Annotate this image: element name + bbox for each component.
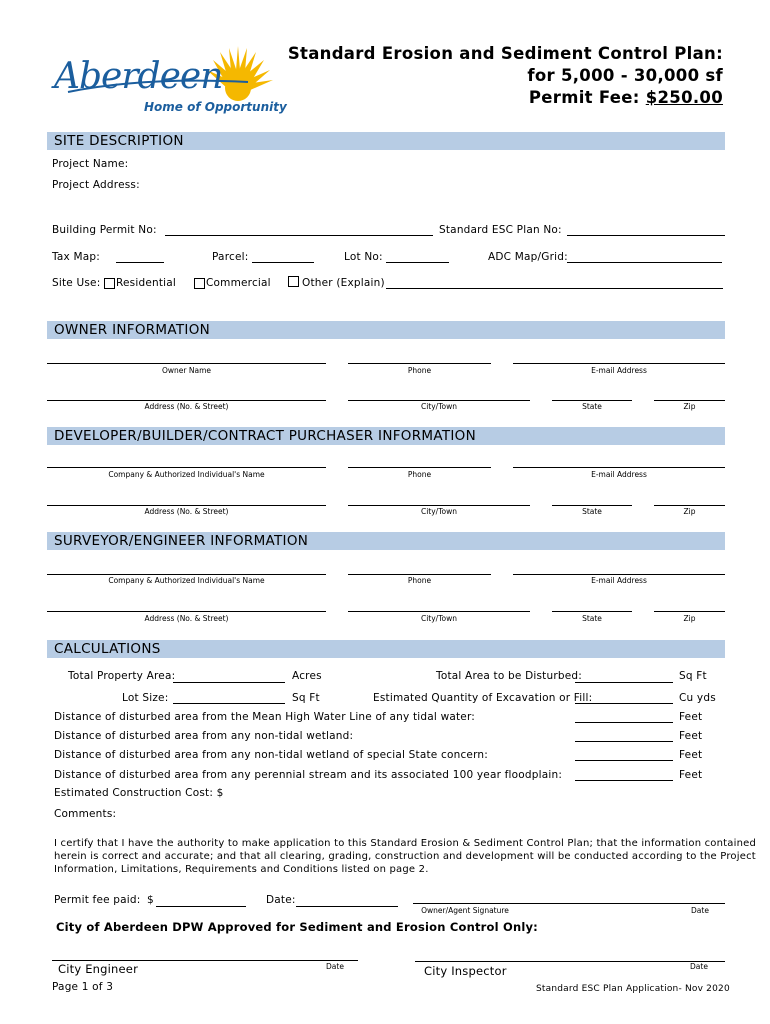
fee-date-field[interactable] [296,906,398,907]
owner-state-caption: State [582,402,602,411]
sqft-unit: Sq Ft [679,670,707,682]
owner-name-caption: Owner Name [162,366,211,375]
total-property-label: Total Property Area: [68,670,176,682]
permit-fee-value: $250.00 [645,88,723,107]
total-property-field[interactable] [173,682,285,683]
distance-tidal-field[interactable] [575,722,673,723]
approval-heading: City of Aberdeen DPW Approved for Sediment and Erosion Control Only: [56,920,538,934]
tax-map-label: Tax Map: [52,251,100,263]
site-description-heading: SITE DESCRIPTION [47,132,725,150]
certify-line1: I certify that I have the authority to make application to this Standard Erosion & Sediment Control Plan; that the information contained [54,838,757,849]
page-number: Page 1 of 3 [52,981,114,993]
cuyds-unit: Cu yds [679,692,716,704]
feet-unit-1: Feet [679,711,703,723]
project-name-label: Project Name: [52,158,129,170]
surveyor-zip-field[interactable] [654,611,725,612]
owner-signature-caption: Owner/Agent Signature [421,906,509,915]
building-permit-field[interactable] [165,235,433,236]
developer-state-field[interactable] [552,505,632,506]
fee-paid-field[interactable] [156,906,246,907]
surveyor-email-caption: E-mail Address [591,576,647,585]
aberdeen-logo [48,44,288,124]
surveyor-zip-caption: Zip [683,614,696,623]
permit-fee-label: Permit Fee: [528,88,646,107]
owner-signature-field[interactable] [413,903,725,904]
lot-no-field[interactable] [386,262,449,263]
developer-city-field[interactable] [348,505,530,506]
surveyor-state-field[interactable] [552,611,632,612]
developer-email-field[interactable] [513,467,725,468]
developer-zip-caption: Zip [683,507,696,516]
owner-zip-field[interactable] [654,400,725,401]
residential-label: Residential [116,277,177,289]
owner-email-field[interactable] [513,363,725,364]
developer-name-caption: Company & Authorized Individual's Name [108,470,265,479]
surveyor-city-caption: City/Town [420,614,457,623]
surveyor-name-caption: Company & Authorized Individual's Name [108,576,265,585]
engineer-date-caption: Date [326,962,344,971]
developer-email-caption: E-mail Address [591,470,647,479]
developer-state-caption: State [582,507,602,516]
adc-label: ADC Map/Grid: [488,251,568,263]
parcel-field[interactable] [252,262,314,263]
developer-phone-caption: Phone [407,470,432,479]
owner-email-caption: E-mail Address [591,366,647,375]
surveyor-address-field[interactable] [47,611,326,612]
city-inspector-signature-field[interactable] [415,961,725,962]
developer-name-field[interactable] [47,467,326,468]
owner-address-field[interactable] [47,400,326,401]
feet-unit-4: Feet [679,769,703,781]
lot-sqft-unit: Sq Ft [292,692,320,704]
surveyor-phone-caption: Phone [407,576,432,585]
developer-information-heading: DEVELOPER/BUILDER/CONTRACT PURCHASER INFORMATION [47,427,725,445]
permit-fee-paid-label: Permit fee paid: [54,894,141,906]
fee-date-label: Date: [266,894,296,906]
distance-stream-label: Distance of disturbed area from any perennial stream and its associated 100 year floodplain: [54,769,563,781]
owner-phone-caption: Phone [407,366,432,375]
commercial-label: Commercial [206,277,271,289]
tax-map-field[interactable] [116,262,164,263]
acres-unit: Acres [292,670,322,682]
owner-name-field[interactable] [47,363,326,364]
project-address-label: Project Address: [52,179,140,191]
surveyor-phone-field[interactable] [348,574,491,575]
residential-checkbox[interactable] [104,278,115,289]
adc-field[interactable] [567,262,722,263]
esc-plan-label: Standard ESC Plan No: [439,224,562,236]
other-explain-field[interactable] [386,288,723,289]
developer-phone-field[interactable] [348,467,491,468]
form-version: Standard ESC Plan Application- Nov 2020 [536,984,730,994]
other-checkbox[interactable] [288,276,299,287]
site-use-label: Site Use: [52,277,101,289]
owner-state-field[interactable] [552,400,632,401]
total-disturbed-field[interactable] [575,682,673,683]
building-permit-label: Building Permit No: [52,224,157,236]
developer-city-caption: City/Town [420,507,457,516]
excavation-label: Estimated Quantity of Excavation or Fill: [373,692,593,704]
developer-address-caption: Address (No. & Street) [144,507,229,516]
feet-unit-3: Feet [679,749,703,761]
distance-special-wetland-label: Distance of disturbed area from any non-tidal wetland of special State concern: [54,749,489,761]
owner-address-caption: Address (No. & Street) [144,402,229,411]
distance-tidal-label: Distance of disturbed area from the Mean High Water Line of any tidal water: [54,711,476,723]
comments-label: Comments: [54,808,117,820]
distance-special-wetland-field[interactable] [575,760,673,761]
distance-wetland-label: Distance of disturbed area from any non-tidal wetland: [54,730,354,742]
surveyor-city-field[interactable] [348,611,530,612]
certify-line2: herein is correct and accurate; and that all clearing, grading, construction and development will be conducted according to the Project [54,851,756,862]
owner-zip-caption: Zip [683,402,696,411]
distance-stream-field[interactable] [575,780,673,781]
developer-address-field[interactable] [47,505,326,506]
surveyor-name-field[interactable] [47,574,326,575]
owner-information-heading: OWNER INFORMATION [47,321,725,339]
other-label: Other (Explain) [302,277,385,289]
fee-dollar-sign: $ [147,894,154,906]
permit-fee [529,88,723,107]
logo-city-name: Aberdeen [54,56,223,97]
logo-tagline: Home of Opportunity [144,100,287,114]
lot-size-field[interactable] [173,703,285,704]
developer-zip-field[interactable] [654,505,725,506]
lot-size-label: Lot Size: [122,692,169,704]
owner-city-caption: City/Town [420,402,457,411]
inspector-date-caption: Date [690,962,708,971]
feet-unit-2: Feet [679,730,703,742]
parcel-label: Parcel: [212,251,249,263]
surveyor-information-heading: SURVEYOR/ENGINEER INFORMATION [47,532,725,550]
city-engineer-signature-field[interactable] [52,960,358,961]
form-title-line2: for 5,000 - 30,000 sf [527,66,723,85]
commercial-checkbox[interactable] [194,278,205,289]
distance-wetland-field[interactable] [575,741,673,742]
owner-phone-field[interactable] [348,363,491,364]
total-disturbed-label: Total Area to be Disturbed: [436,670,582,682]
form-title-line1: Standard Erosion and Sediment Control Plan: [287,44,723,63]
surveyor-email-field[interactable] [513,574,725,575]
esc-plan-field[interactable] [567,235,725,236]
lot-no-label: Lot No: [344,251,383,263]
owner-city-field[interactable] [348,400,530,401]
excavation-field[interactable] [575,703,673,704]
certify-line3: Information, Limitations, Requirements and Conditions listed on page 2. [54,864,429,875]
signature-date-caption: Date [691,906,709,915]
city-engineer-label: City Engineer [58,962,139,976]
calculations-heading: CALCULATIONS [47,640,725,658]
surveyor-address-caption: Address (No. & Street) [144,614,229,623]
construction-cost-label: Estimated Construction Cost: $ [54,787,224,799]
surveyor-state-caption: State [582,614,602,623]
city-inspector-label: City Inspector [424,964,507,978]
